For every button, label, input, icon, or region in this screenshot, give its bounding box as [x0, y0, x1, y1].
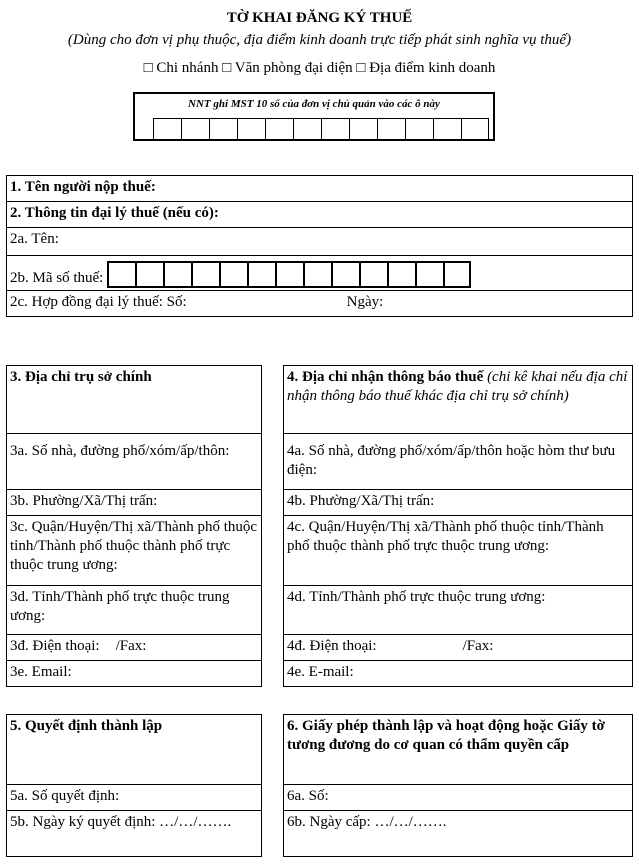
taxpayer-info-table: [6, 175, 633, 317]
tax-agent-tax-code-digit-cell[interactable]: [135, 261, 163, 288]
tax-agent-tax-code-digit-cell[interactable]: [443, 261, 471, 288]
form-title: TỜ KHAI ĐĂNG KÝ THUẾ: [226, 10, 413, 26]
tax-agent-tax-code-label: 2b. Mã số thuế:: [10, 270, 104, 286]
parent-tax-code-digit-cell[interactable]: [461, 118, 489, 140]
parent-tax-code-digit-cell[interactable]: [209, 118, 237, 140]
head-office-email-field[interactable]: 3e. Email:: [7, 661, 262, 687]
tax-agent-tax-code-digit-cell[interactable]: [275, 261, 303, 288]
contract-number-label: 2c. Hợp đồng đại lý thuế: Số:: [10, 294, 187, 310]
parent-tax-code-cells[interactable]: [153, 118, 489, 140]
license-number-field[interactable]: 6a. Số:: [284, 785, 633, 811]
notice-fax-label: /Fax:: [462, 638, 494, 654]
license-table: [283, 714, 633, 857]
tax-agent-tax-code-digit-cell[interactable]: [219, 261, 247, 288]
parent-tax-code-caption: NNT ghi MST 10 số của đơn vị chủ quản vào các ô này: [188, 98, 440, 110]
head-office-ward-field[interactable]: 3b. Phường/Xã/Thị trấn:: [7, 490, 262, 516]
tax-agent-tax-code-digit-cell[interactable]: [415, 261, 443, 288]
license-heading: 6. Giấy phép thành lập và hoạt động hoặc Giấy tờ tương đương do cơ quan có thẩm quyền cấp: [284, 715, 633, 785]
license-date-field[interactable]: 6b. Ngày cấp: …/…/…….: [284, 811, 633, 857]
tax-agent-tax-code-digit-cell[interactable]: [303, 261, 331, 288]
tax-agent-name-field[interactable]: 2a. Tên:: [7, 228, 633, 256]
establishment-decision-heading: 5. Quyết định thành lập: [7, 715, 262, 785]
head-office-district-field[interactable]: 3c. Quận/Huyện/Thị xã/Thành phố thuộc tỉnh/Thành phố thuộc thành phố trực thuộc trung ương:: [7, 516, 262, 586]
head-office-heading: 3. Địa chỉ trụ sở chính: [7, 366, 262, 434]
head-office-fax-label: /Fax:: [115, 638, 147, 654]
parent-tax-code-digit-cell[interactable]: [293, 118, 321, 140]
form-subtitle: (Dùng cho đơn vị phụ thuộc, địa điểm kinh doanh trực tiếp phát sinh nghĩa vụ thuế): [67, 32, 572, 48]
parent-tax-code-digit-cell[interactable]: [181, 118, 209, 140]
notice-street-field[interactable]: 4a. Số nhà, đường phố/xóm/ấp/thôn hoặc hòm thư bưu điện:: [284, 434, 633, 490]
head-office-phone-label: 3đ. Điện thoại:: [10, 638, 100, 654]
head-office-province-field[interactable]: 3d. Tỉnh/Thành phố trực thuộc trung ương:: [7, 586, 262, 635]
parent-tax-code-digit-cell[interactable]: [405, 118, 433, 140]
head-office-address-table: [6, 365, 262, 687]
tax-agent-tax-code-digit-cell[interactable]: [247, 261, 275, 288]
parent-tax-code-digit-cell[interactable]: [377, 118, 405, 140]
tax-agent-tax-code-digit-cell[interactable]: [387, 261, 415, 288]
tax-agent-tax-code-digit-cell[interactable]: [331, 261, 359, 288]
parent-tax-code-digit-cell[interactable]: [265, 118, 293, 140]
tax-agent-tax-code-digit-cell[interactable]: [107, 261, 135, 288]
decision-date-field[interactable]: 5b. Ngày ký quyết định: …/…/…….: [7, 811, 262, 857]
notice-province-field[interactable]: 4d. Tỉnh/Thành phố trực thuộc trung ương:: [284, 586, 633, 635]
notice-district-field[interactable]: 4c. Quận/Huyện/Thị xã/Thành phố thuộc tỉnh/Thành phố thuộc thành phố trực thuộc trung ương:: [284, 516, 633, 586]
taxpayer-name-field[interactable]: 1. Tên người nộp thuế:: [7, 176, 633, 202]
parent-tax-code-digit-cell[interactable]: [349, 118, 377, 140]
notice-address-heading: 4. Địa chỉ nhận thông báo thuế (chi kê khai nếu địa chỉ nhận thông báo thuế khác địa chỉ trụ sở chính): [284, 366, 633, 434]
notice-email-field[interactable]: 4e. E-mail:: [284, 661, 633, 687]
head-office-phone-fax-field[interactable]: [7, 635, 262, 661]
parent-tax-code-digit-cell[interactable]: [321, 118, 349, 140]
decision-number-field[interactable]: 5a. Số quyết định:: [7, 785, 262, 811]
establishment-decision-table: [6, 714, 262, 857]
parent-tax-code-box: [133, 92, 495, 141]
tax-agent-contract-row[interactable]: [7, 291, 633, 317]
notice-address-table: [283, 365, 633, 687]
notice-phone-fax-field[interactable]: [284, 635, 633, 661]
head-office-street-field[interactable]: 3a. Số nhà, đường phố/xóm/ấp/thôn:: [7, 434, 262, 490]
notice-ward-field[interactable]: 4b. Phường/Xã/Thị trấn:: [284, 490, 633, 516]
tax-agent-tax-code-cells[interactable]: [107, 261, 471, 288]
tax-agent-tax-code-digit-cell[interactable]: [359, 261, 387, 288]
tax-agent-tax-code-digit-cell[interactable]: [191, 261, 219, 288]
notice-phone-label: 4đ. Điện thoại:: [287, 638, 377, 654]
parent-tax-code-digit-cell[interactable]: [433, 118, 461, 140]
tax-agent-heading: 2. Thông tin đại lý thuế (nếu có):: [7, 202, 633, 228]
parent-tax-code-digit-cell[interactable]: [153, 118, 181, 140]
parent-tax-code-digit-cell[interactable]: [237, 118, 265, 140]
unit-type-options[interactable]: □ Chi nhánh □ Văn phòng đại diện □ Địa điểm kinh doanh: [143, 60, 496, 76]
contract-date-label: Ngày:: [346, 294, 384, 310]
tax-agent-tax-code-digit-cell[interactable]: [163, 261, 191, 288]
tax-agent-tax-code-row: [7, 256, 633, 291]
